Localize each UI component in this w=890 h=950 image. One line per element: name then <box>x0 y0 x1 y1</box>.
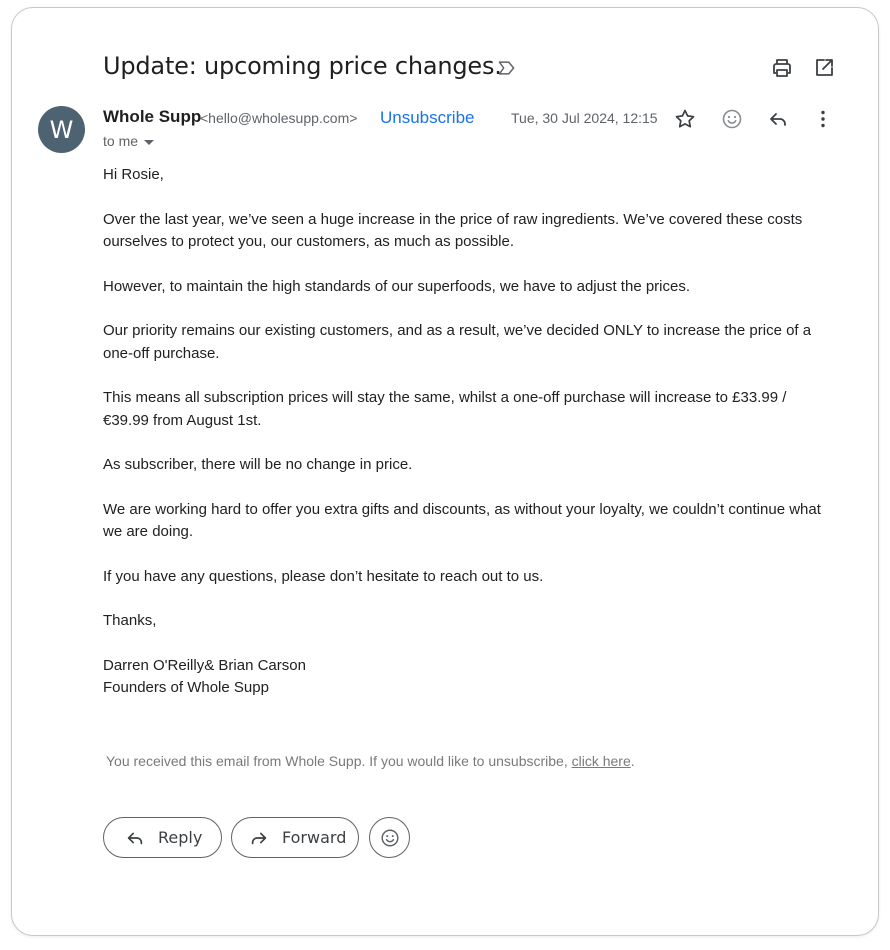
body-paragraph: As subscriber, there will be no change in price. <box>103 456 413 473</box>
signature-title: Founders of Whole Supp <box>103 679 269 696</box>
emoji-icon <box>379 827 401 849</box>
email-date: Tue, 30 Jul 2024, 12:15 <box>511 110 658 126</box>
label-icon[interactable] <box>497 58 517 78</box>
body-paragraph: However, to maintain the high standards of our superfoods, we have to adjust the prices. <box>103 277 691 295</box>
body-paragraph: If you have any questions, please don’t hesitate to reach out to us. <box>103 567 544 585</box>
react-emoji-button[interactable] <box>369 817 410 858</box>
unsubscribe-footer <box>106 753 635 769</box>
star-icon[interactable] <box>673 107 697 131</box>
reply-button[interactable] <box>103 817 222 858</box>
sender-name: Whole Supp <box>103 107 202 126</box>
reply-button-label: Reply <box>158 828 203 847</box>
forward-button-label: Forward <box>282 828 347 847</box>
forward-icon <box>248 827 270 849</box>
footer-unsubscribe-link[interactable]: click here <box>571 753 631 769</box>
email-body <box>103 164 833 700</box>
email-subject: Update: upcoming price changes. <box>103 52 502 80</box>
body-paragraph: Hi Rosie, <box>103 166 164 183</box>
footer-period: . <box>630 753 635 769</box>
recipient-label: to me <box>103 133 139 149</box>
more-vert-icon[interactable] <box>811 107 835 131</box>
emoji-icon[interactable] <box>720 107 744 131</box>
recipient-dropdown[interactable] <box>103 133 154 149</box>
body-paragraph: Our priority remains our existing customers, and as a result, we’ve decided ONLY to increase the price of a one-off purchase. <box>103 322 812 362</box>
body-paragraph: Thanks, <box>103 612 157 629</box>
sender-avatar: W <box>38 106 85 153</box>
footer-text: You received this email from Whole Supp. If you would like to unsubscribe, <box>106 753 572 769</box>
print-icon[interactable] <box>770 56 794 80</box>
caret-down-icon <box>144 140 154 145</box>
body-paragraph: We are working hard to offer you extra gifts and discounts, as without your loyalty, we couldn’t continue what we are doing. <box>103 500 821 540</box>
reply-icon[interactable] <box>766 107 790 131</box>
body-paragraph: This means all subscription prices will stay the same, whilst a one-off purchase will increase to £33.99 / €39.99 from August 1st. <box>103 389 787 429</box>
body-paragraph: Over the last year, we’ve seen a huge increase in the price of raw ingredients. We’ve covered these costs ourselves to protect you, our customers, as much as possible. <box>103 210 803 250</box>
sender-email: <hello@wholesupp.com> <box>200 110 358 126</box>
unsubscribe-link[interactable]: Unsubscribe <box>380 108 475 127</box>
forward-button[interactable] <box>231 817 359 858</box>
reply-icon <box>124 827 146 849</box>
signature-names: Darren O'Reilly& Brian Carson <box>103 656 306 674</box>
open-in-new-icon[interactable] <box>812 56 836 80</box>
